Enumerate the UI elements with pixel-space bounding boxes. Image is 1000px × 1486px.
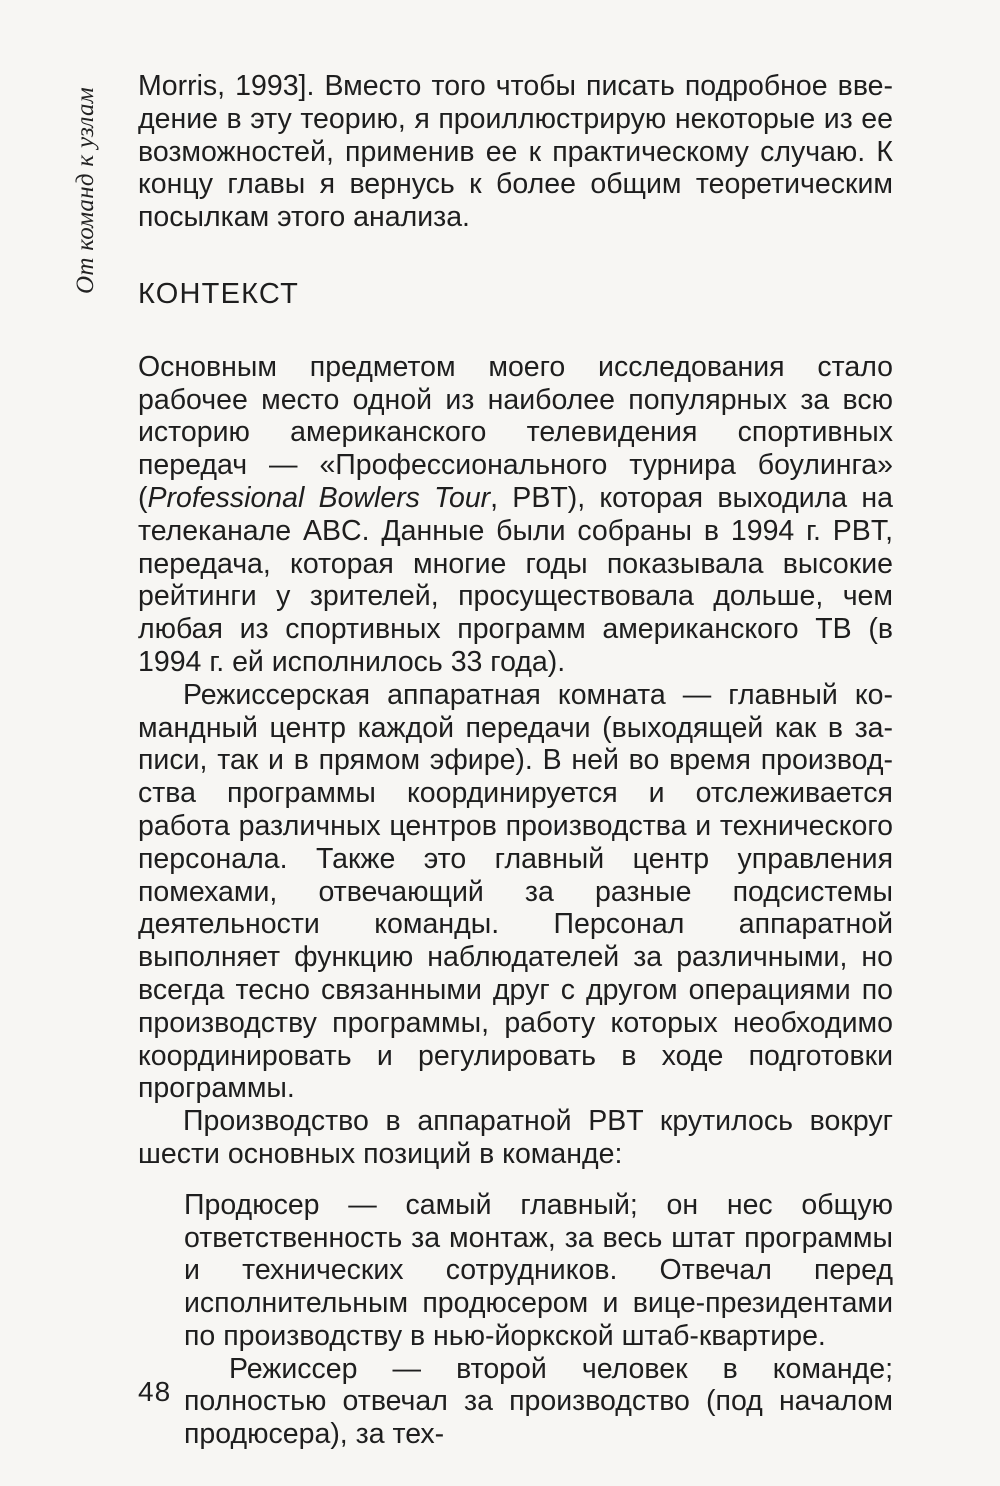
paragraph-1 [138, 351, 893, 679]
list-item-director: Режиссер — второй человек в команде; полностью отвечал за производство (под началом продюсера), за тех- [184, 1352, 893, 1451]
page-body [138, 70, 893, 1451]
paragraph-1-part-a: Основным предметом моего исследования стало рабочее место одной из наиболее популярных за всю историю американского телевидения спортивных передач — «Профессионального турнира боулинга» ( [138, 350, 893, 514]
section-heading: КОНТЕКСТ [138, 277, 299, 310]
paragraph-1-italic-title: Professional Bowlers Tour [147, 481, 491, 514]
page-number: 48 [138, 1376, 172, 1407]
paragraph-2: Режиссерская аппаратная комната — главный командный центр каждой передачи (выходящей как в записи, так и в прямом эфире). В ней во время производства программы координируется и отслеживается работа различных центров производства и технического персонала. Также это главный центр управления помехами, отвечающий за разные подсистемы деятельности команды. Персонал аппаратной выполняет функцию наблюдателей за различными, но всегда тесно связанными друг с другом операциями по производству программы, работу которых необходимо координировать и регулировать в ходе подготовки программы. [138, 678, 893, 1105]
positions-list [138, 1189, 893, 1451]
paragraph-1-part-b: , PBT), которая выходила на телеканале ABC. Данные были собраны в 1994 г. PBT, передача, которая многие годы показывала высокие рейтинги у зрителей, просуществовала дольше, чем любая из спортивных программ американского ТВ (в 1994 г. ей исполнилось 33 года). [138, 481, 893, 678]
running-head: От команд к узлам [72, 86, 99, 294]
intro-paragraph: Morris, 1993]. Вместо того чтобы писать подробное введение в эту теорию, я проиллюстрирую некоторые из ее возможностей, применив ее к практическому случаю. К концу главы я вернусь к более общим теоретическим посылкам этого анализа. [138, 70, 893, 234]
list-item-producer: Продюсер — самый главный; он нес общую ответственность за монтаж, за весь штат программы и технических сотрудников. Отвечал перед исполнительным продюсером и вице-президентами по производству в нью-йоркской штаб-квартире. [184, 1188, 893, 1352]
paragraph-3: Производство в аппаратной PBT крутилось вокруг шести основных позиций в команде: [138, 1105, 893, 1170]
